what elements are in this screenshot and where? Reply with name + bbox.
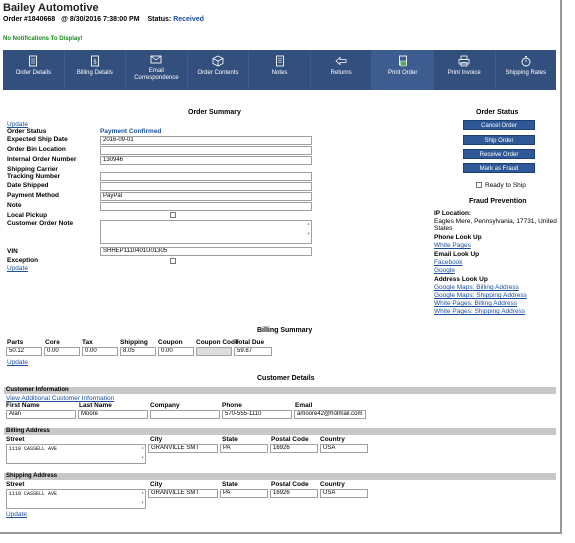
fraud-prevention-title: Fraud Prevention [469,198,527,205]
payment-method-label: Payment Method [7,192,60,199]
billing-total-due-input: 59.87 [234,347,272,356]
expected-ship-date-input[interactable]: 2016-09-01 [100,136,312,145]
mark-as-fraud-button[interactable]: Mark as Fraud [463,163,535,173]
toolbar-label: Print Order [387,70,418,76]
billing-col-city: City [150,436,163,443]
billing-update-link[interactable]: Update [7,359,28,366]
print-order-icon [397,55,409,67]
shipping-postal-code-input[interactable]: 16926 [270,489,318,498]
local-pickup-checkbox[interactable] [170,212,176,218]
billing-state-input[interactable]: PA [220,444,268,453]
toolbar-order-details[interactable] [3,50,65,90]
cancel-order-button[interactable]: Cancel Order [463,120,535,130]
customer-col-phone: Phone [222,402,242,409]
return-arrow-icon [335,55,347,67]
ready-to-ship-checkbox[interactable] [476,182,482,188]
envelope-icon [150,53,162,65]
billing-city-input[interactable]: GRANVILLE SMT [148,444,218,453]
notification-message: No Notifications To Display! [3,36,83,42]
shipping-update-link[interactable]: Update [6,511,27,518]
toolbar-order-contents[interactable] [188,50,250,90]
billing-shipping-input[interactable]: 8.05 [120,347,156,356]
customer-details-title: Customer Details [257,375,315,382]
order-status-title: Order Status [476,109,519,116]
shipping-col-postal-code: Postal Code [271,481,309,488]
address-lookup-label: Address Look Up [434,276,488,283]
document-icon [27,55,39,67]
customer-col-company: Company [150,402,180,409]
billing-col-country: Country [320,436,345,443]
billing-col-postal-code: Postal Code [271,436,309,443]
boxes-icon [212,55,224,67]
google-maps-billing-link[interactable]: Google Maps: Billing Address [434,284,519,291]
billing-coupon-input[interactable]: 0.00 [158,347,194,356]
email-google-link[interactable]: Google [434,267,455,274]
shipping-street-value: 1110 CASSELL AVE [9,491,58,497]
status-value: Received [173,16,204,23]
phone-white-pages-link[interactable]: White Pages [434,242,471,249]
shipping-state-input[interactable]: PA [220,489,268,498]
order-summary-update-link[interactable]: Update [7,121,28,128]
customer-info-bar: Customer Information [4,387,556,394]
first-name-input[interactable]: Alan [6,410,76,419]
toolbar-shipping-rates[interactable] [496,50,557,90]
billing-core-input[interactable]: 0.00 [44,347,80,356]
customer-col-email: Email [295,402,313,409]
billing-street-value: 1110 CASSELL AVE [9,446,58,452]
tracking-number-label: Tracking Number [7,173,61,180]
billing-parts-input[interactable]: 50.12 [6,347,42,356]
billing-street-textarea[interactable] [6,444,146,464]
date-shipped-label: Date Shipped [7,182,49,189]
scroll-arrows-icon: ▴ ▾ [140,490,144,506]
printer-icon [458,55,470,67]
ready-to-ship-label: Ready to Ship [485,182,526,189]
billing-col-tax: Tax [82,339,93,346]
toolbar-label: Order Details [15,70,51,76]
local-pickup-label: Local Pickup [7,212,48,219]
note-label: Note [7,202,22,209]
white-pages-billing-link[interactable]: White Pages: Billing Address [434,300,518,307]
shipping-street-textarea[interactable] [6,489,146,509]
customer-col-first-name: First Name [6,402,40,409]
toolbar-label: Email Correspondence [134,68,179,81]
toolbar-label: Print Invoice [447,70,481,76]
last-name-input[interactable]: Moore [78,410,148,419]
note-input[interactable] [100,202,312,211]
phone-input[interactable]: 570-555-1110 [222,410,292,419]
toolbar-print-order[interactable] [372,50,434,90]
ip-location-value-line2: States [434,225,453,232]
toolbar-email-correspondence[interactable] [126,50,188,90]
billing-postal-code-input[interactable]: 16926 [270,444,318,453]
order-datetime: @ 8/30/2016 7:38:00 PM [61,16,140,23]
order-header-line [3,16,204,23]
order-status-label: Order Status [7,128,47,135]
scroll-arrows-icon: ▴ ▾ [306,221,310,237]
company-input[interactable] [150,410,220,419]
toolbar-notes[interactable] [249,50,311,90]
internal-order-number-input[interactable]: 130946 [100,156,312,165]
expected-ship-date-label: Expected Ship Date [7,136,68,143]
billing-col-state: State [222,436,238,443]
order-number: Order #1840668 [3,16,56,23]
customer-order-note-textarea[interactable] [100,220,312,244]
shipping-col-state: State [222,481,238,488]
toolbar-label: Notes [271,70,288,76]
billing-col-shipping: Shipping [120,339,148,346]
email-facebook-link[interactable]: Facebook [434,259,463,266]
scroll-arrows-icon: ▴ ▾ [140,445,144,461]
shipping-carrier-label: Shipping Carrier [7,166,58,173]
order-bin-location-input[interactable] [100,146,312,155]
view-additional-customer-link[interactable]: View Additional Customer Information [6,395,115,402]
toolbar-print-invoice[interactable] [434,50,496,90]
shipping-col-country: Country [320,481,345,488]
email-lookup-label: Email Look Up [434,251,480,258]
ip-location-value: Eagles Mere, Pennsylvania, 17731, United [434,218,557,225]
stopwatch-icon [520,55,532,67]
billing-col-coupon-code: Coupon Code [196,339,239,346]
email-input[interactable]: amoore42@hotmail.com [294,410,366,419]
tracking-number-input[interactable] [100,172,312,181]
dollar-doc-icon [89,55,101,67]
receive-order-button[interactable]: Receive Order [463,149,535,159]
toolbar-label: Returns [330,70,352,76]
white-pages-shipping-link[interactable]: White Pages: Shipping Address [434,308,526,315]
order-summary-title: Order Summary [188,109,241,116]
toolbar-returns[interactable] [311,50,373,90]
billing-col-coupon: Coupon [158,339,183,346]
phone-lookup-label: Phone Look Up [434,234,482,241]
toolbar-label: Billing Details [76,70,113,76]
exception-checkbox[interactable] [170,258,176,264]
internal-order-number-label: Internal Order Number [7,156,77,163]
app-title: Bailey Automotive [3,2,99,14]
billing-col-total-due: Total Due [235,339,265,346]
shipping-country-input[interactable]: USA [320,489,368,498]
shipping-city-input[interactable]: GRANVILLE SMT [148,489,218,498]
shipping-col-street: Street [6,481,25,488]
customer-order-note-label: Customer Order Note [7,220,74,227]
billing-col-street: Street [6,436,25,443]
order-bin-location-label: Order Bin Location [7,146,66,153]
billing-col-parts: Parts [7,339,24,346]
shipping-col-city: City [150,481,163,488]
vin-input[interactable]: SHHEP1110401U01305 [100,247,312,256]
svg-text:$: $ [92,58,97,66]
toolbar-label: Order Contents [197,70,239,76]
order-status-value: Payment Confirmed [100,128,162,135]
billing-summary-title: Billing Summary [257,327,313,334]
exception-label: Exception [7,257,39,264]
status-label: Status: [147,16,172,23]
date-shipped-input[interactable] [100,182,312,191]
notes-icon [274,55,286,67]
order-summary-update-link-bottom[interactable]: Update [7,265,28,272]
ip-location-label: IP Location: [434,210,472,217]
toolbar [3,50,556,90]
customer-col-last-name: Last Name [79,402,112,409]
payment-method-input[interactable]: PayPal [100,192,312,201]
billing-coupon-code-input [196,347,232,356]
google-maps-shipping-link[interactable]: Google Maps: Shipping Address [434,292,527,299]
shipping-address-bar: Shipping Address [4,473,556,480]
billing-col-core: Core [45,339,60,346]
billing-address-bar: Billing Address [4,428,556,435]
billing-tax-input[interactable]: 0.00 [82,347,118,356]
ship-order-button[interactable]: Ship Order [463,135,535,145]
billing-country-input[interactable]: USA [320,444,368,453]
toolbar-label: Shipping Rates [505,70,547,76]
toolbar-billing-details[interactable] [65,50,127,90]
vin-label: VIN [7,248,18,255]
